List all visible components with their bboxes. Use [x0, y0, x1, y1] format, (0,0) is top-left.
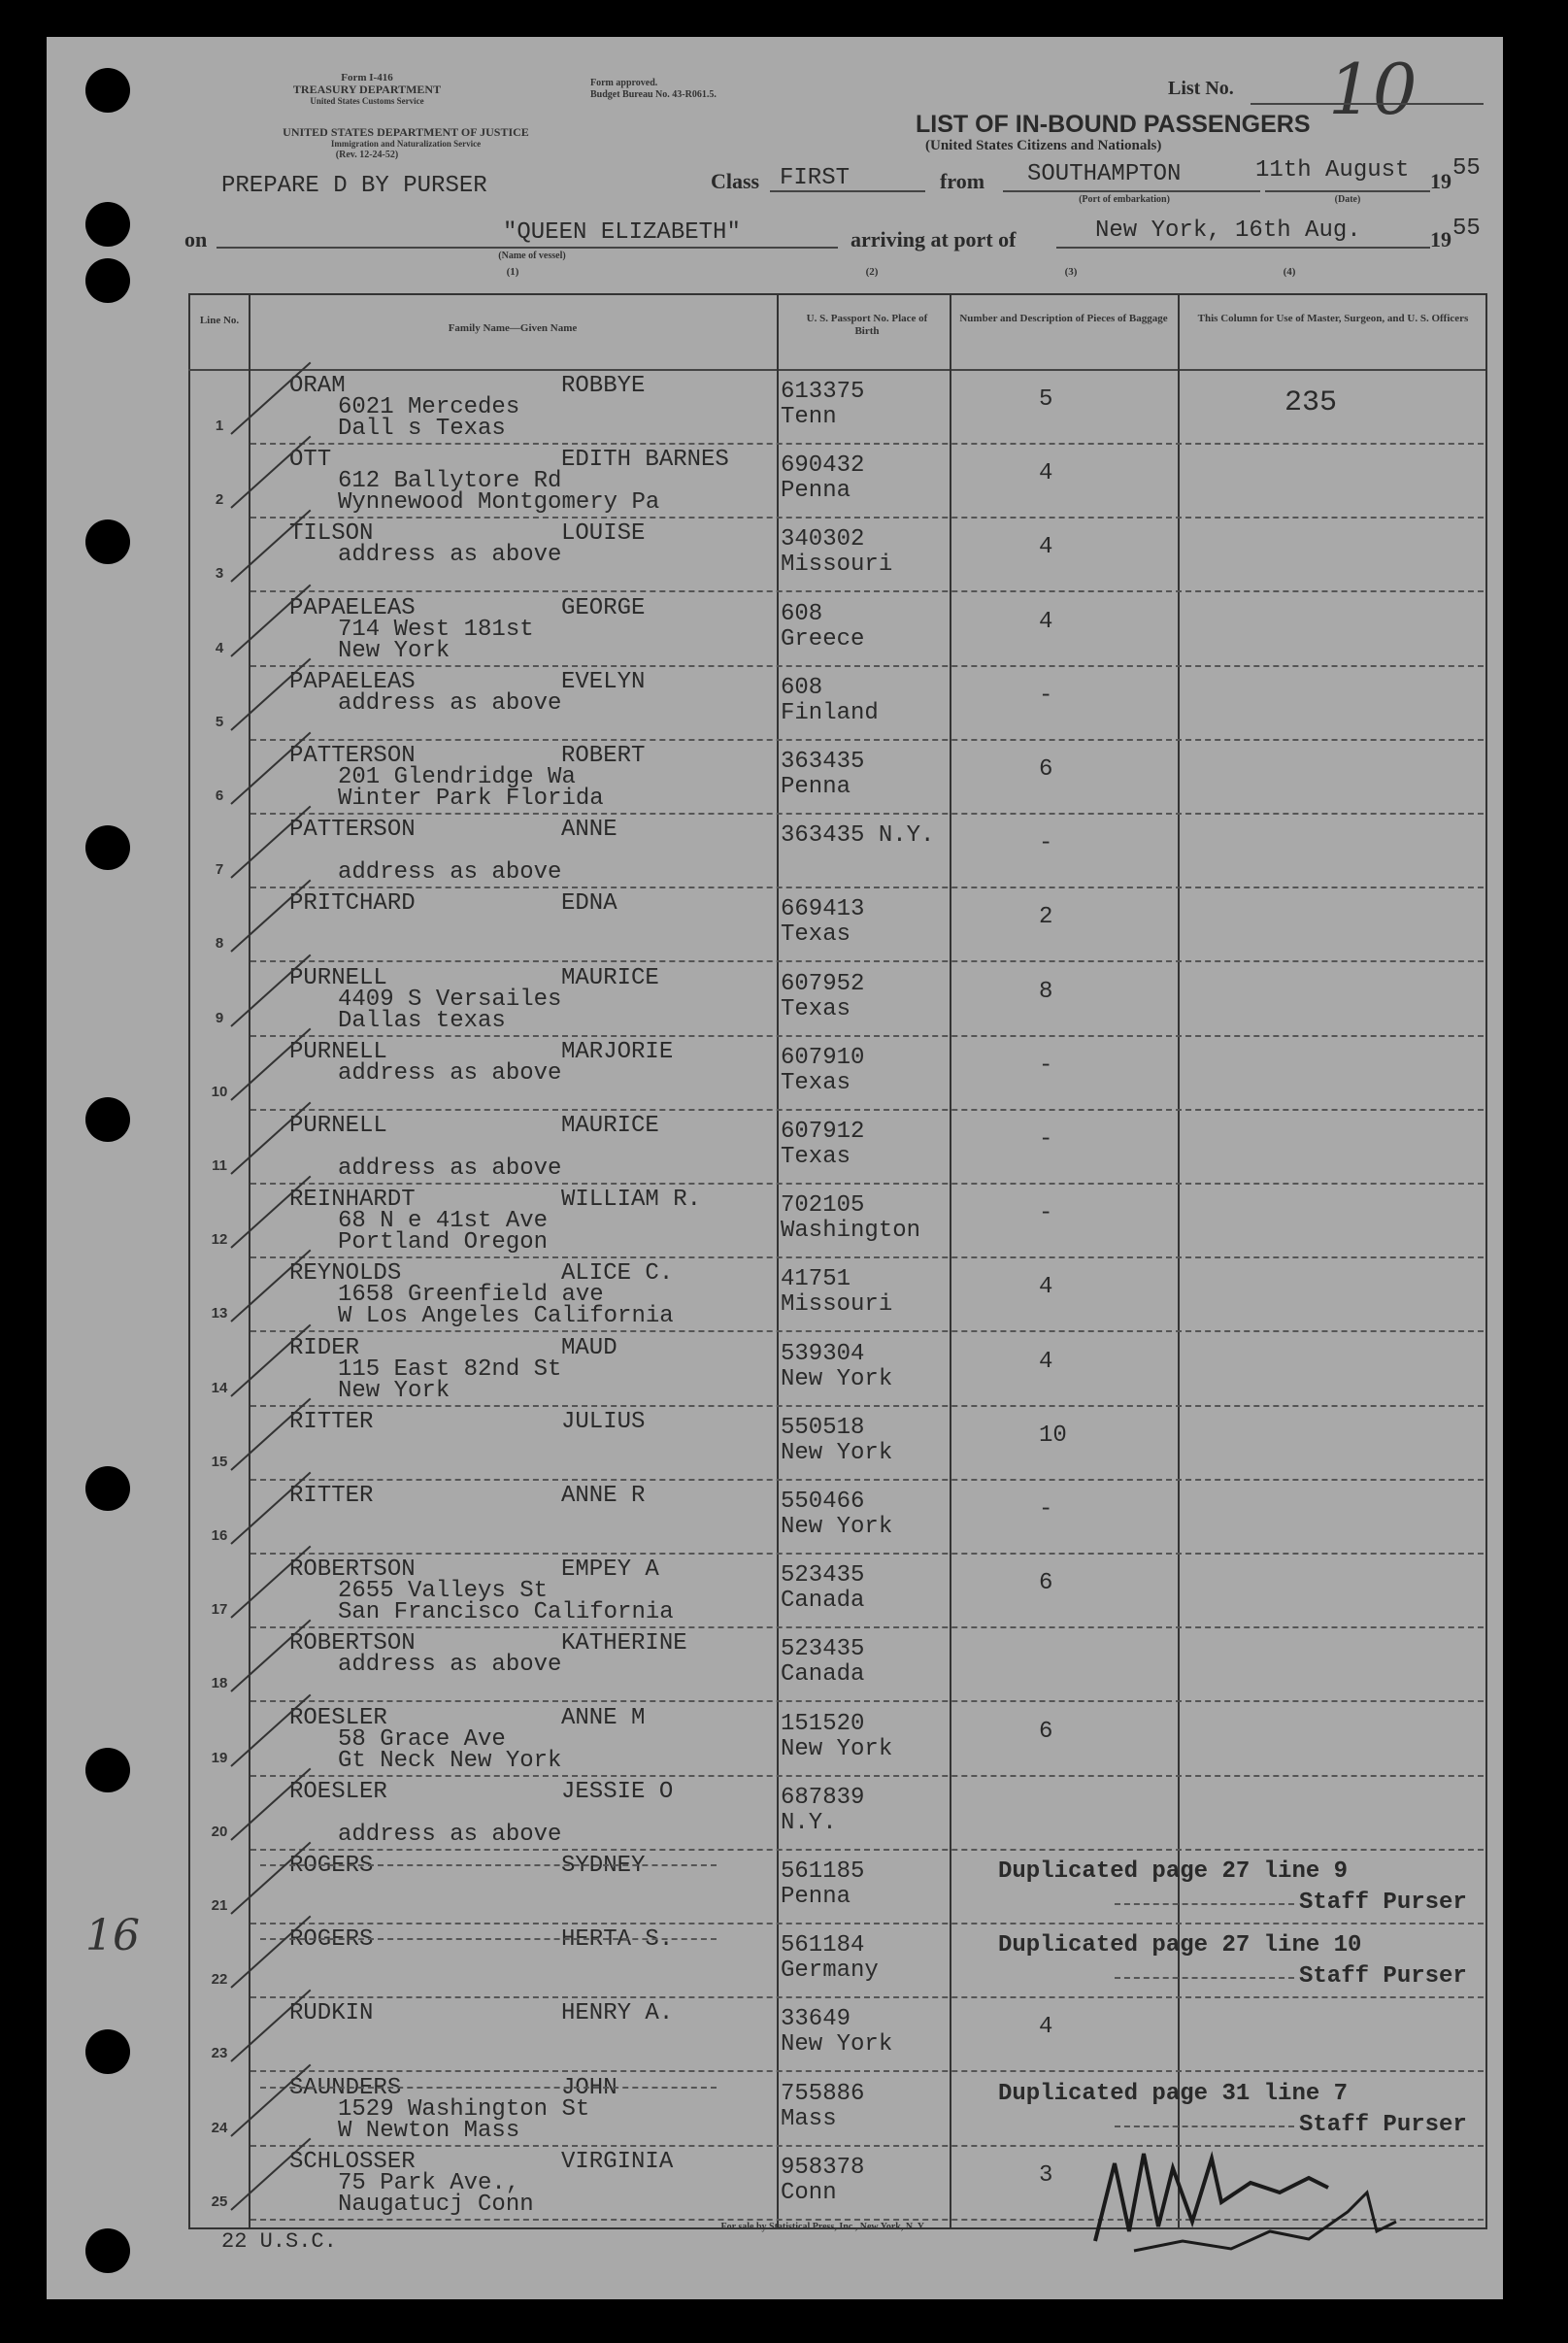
passport-number: 613375 [781, 379, 865, 405]
passport-number: 669413 [781, 896, 865, 923]
arriving-label: arriving at port of [851, 227, 1017, 251]
row-divider [250, 1479, 1484, 1481]
binder-hole [85, 1097, 130, 1142]
binder-hole [85, 519, 130, 564]
vessel-value: "QUEEN ELIZABETH" [503, 219, 741, 246]
address-line-2: San Francisco California [338, 1599, 674, 1626]
col-num-4: (4) [1283, 266, 1296, 278]
passport-number: 363435 [781, 749, 865, 775]
line-number: 21 [211, 1897, 228, 1914]
given-name: VIRGINIA [561, 2148, 674, 2175]
family-name: TILSON [289, 520, 374, 548]
given-name: LOUISE [561, 520, 646, 548]
binder-hole [85, 258, 130, 303]
line-number: 2 [215, 491, 224, 509]
address-line-1: 612 Ballytore Rd [338, 468, 562, 495]
given-name: MAURICE [561, 964, 659, 991]
given-name: MAURICE [561, 1113, 659, 1139]
list-no-line [1251, 103, 1484, 105]
row-divider [250, 2070, 1484, 2072]
place-of-birth: New York [781, 1735, 893, 1762]
given-name: ANNE M [561, 1704, 646, 1731]
passport-number: 607910 [781, 1044, 865, 1071]
family-name: OTT [289, 447, 332, 474]
baggage-count: 4 [1039, 1348, 1053, 1375]
passport-number: 607912 [781, 1119, 865, 1145]
given-name: HENRY A. [561, 2000, 674, 2027]
address-line-2: Gt Neck New York [338, 1747, 562, 1774]
binder-hole [85, 2228, 130, 2273]
place-of-birth: Texas [781, 995, 851, 1022]
place-of-birth: New York [781, 1439, 893, 1466]
dept2: UNITED STATES DEPARTMENT OF JUSTICE [283, 125, 529, 139]
family-name: ROBERTSON [289, 1556, 416, 1584]
port-value: SOUTHAMPTON [1027, 161, 1182, 187]
footer-usc: 22 U.S.C. [221, 2229, 337, 2254]
year-prefix: 19 [1430, 169, 1451, 193]
line-number: 10 [211, 1083, 228, 1100]
address-line-1: 201 Glendridge Wa [338, 764, 576, 790]
family-name: PAPAELEAS [289, 594, 416, 621]
family-name: ROESLER [289, 1778, 387, 1805]
family-name: PATTERSON [289, 817, 416, 844]
prepared-by: PREPARE D BY PURSER [221, 173, 487, 199]
baggage-count: 6 [1039, 1718, 1053, 1745]
place-of-birth: Missouri [781, 1291, 893, 1319]
line-number: 17 [211, 1601, 228, 1619]
given-name: ROBBYE [561, 373, 646, 399]
arrival-line [1056, 247, 1430, 249]
line-number: 16 [211, 1527, 228, 1544]
passport-number: 608 [781, 674, 823, 701]
col-header-passport: U. S. Passport No. Place of Birth [806, 313, 928, 337]
family-name: PURNELL [289, 1038, 387, 1065]
date-line [1265, 190, 1430, 192]
staff-purser: Staff Purser [1299, 1890, 1467, 1916]
passport-number: 550466 [781, 1489, 865, 1515]
baggage-count: 3 [1039, 2161, 1053, 2189]
address-line-2: address as above [338, 1155, 562, 1182]
col-header-officers: This Column for Use of Master, Surgeon, and U. S. Officers [1197, 313, 1469, 324]
row-divider [250, 887, 1484, 888]
address-line-1: 58 Grace Ave [338, 1725, 506, 1753]
place-of-birth: Penna [781, 1884, 851, 1910]
place-of-birth: Mass [781, 2105, 837, 2132]
row-divider [250, 1553, 1484, 1555]
place-of-birth: Greece [781, 625, 865, 653]
baggage-count: - [1039, 682, 1053, 709]
given-name: ANNE [561, 817, 617, 844]
passport-number: 702105 [781, 1192, 865, 1220]
baggage-count: - [1039, 1052, 1053, 1079]
address-line-2: Dall s Texas [338, 416, 506, 442]
given-name: WILLIAM R. [561, 1187, 702, 1214]
row-divider [250, 813, 1484, 815]
duplicated-note: Duplicated page 27 line 10 [998, 1932, 1362, 1959]
family-name: ROESLER [289, 1704, 387, 1731]
passport-number: 561185 [781, 1858, 865, 1885]
row-divider [250, 1109, 1484, 1111]
family-name: RIDER [289, 1334, 360, 1361]
row-divider [250, 1923, 1484, 1925]
line-number: 11 [212, 1157, 227, 1174]
row-divider [250, 1183, 1484, 1185]
address-line-1: address as above [338, 1652, 562, 1679]
duplicated-note: Duplicated page 31 line 7 [998, 2080, 1349, 2107]
col-divider-3 [950, 293, 951, 2227]
given-name: ALICE C. [561, 1260, 674, 1288]
row-divider [250, 590, 1484, 592]
line-number: 5 [215, 713, 224, 730]
passport-number: 151520 [781, 1710, 865, 1737]
official-signature [1076, 2125, 1445, 2260]
line-number: 20 [211, 1823, 228, 1840]
col-header-line: Line No. [199, 315, 240, 326]
arrival-year-prefix: 19 [1430, 227, 1451, 251]
passport-number: 755886 [781, 2080, 865, 2107]
row-divider [250, 1330, 1484, 1332]
col-num-2: (2) [865, 266, 879, 278]
place-of-birth: New York [781, 1514, 893, 1540]
row-divider [250, 1996, 1484, 1998]
passport-number: 523435 [781, 1636, 865, 1663]
passport-number: 690432 [781, 452, 865, 480]
address-line-1: 1529 Washington St [338, 2095, 590, 2123]
baggage-count: - [1039, 830, 1053, 857]
baggage-count: 4 [1039, 460, 1053, 487]
col-num-3: (3) [1064, 266, 1078, 278]
binder-hole [85, 1748, 130, 1792]
passport-number: 33649 [781, 2006, 851, 2033]
footer-sale: For sale by Statistical Press, Inc., New York, N. Y. [720, 2222, 926, 2232]
family-name: PRITCHARD [289, 890, 416, 918]
given-name: MARJORIE [561, 1038, 674, 1065]
family-name: ROGERS [289, 1926, 374, 1954]
family-name: SAUNDERS [289, 2074, 402, 2101]
family-name: ROBERTSON [289, 1630, 416, 1657]
col-header-name: Family Name—Given Name [448, 322, 578, 334]
place-of-birth: Conn [781, 2179, 837, 2206]
line-number: 14 [211, 1379, 228, 1396]
line-number: 19 [211, 1749, 228, 1766]
line-number: 7 [215, 861, 224, 879]
place-of-birth: New York [781, 1365, 893, 1392]
row-divider [250, 665, 1484, 667]
place-of-birth: Germany [781, 1958, 879, 1985]
passport-number: 41751 [781, 1266, 851, 1293]
dept2-sub: Immigration and Naturalization Service [330, 139, 482, 149]
class-value: FIRST [780, 165, 851, 191]
row-divider [250, 443, 1484, 445]
address-line-2: Naugatucj Conn [338, 2191, 534, 2218]
baggage-count: 8 [1039, 978, 1053, 1005]
port-line [1003, 190, 1260, 192]
line-number: 15 [211, 1453, 228, 1470]
given-name: ROBERT [561, 743, 646, 769]
baggage-count: - [1039, 1200, 1053, 1227]
address-line-2: New York [338, 637, 450, 664]
row-divider [250, 739, 1484, 741]
line-number: 9 [215, 1009, 224, 1026]
place-of-birth: Washington [781, 1218, 921, 1245]
address-line-1: address as above [338, 1059, 562, 1087]
address-line-1: address as above [338, 689, 562, 717]
binder-hole [85, 1466, 130, 1511]
col-divider-2 [777, 293, 779, 2227]
rev: (Rev. 12-24-52) [335, 150, 399, 160]
given-name: SYDNEY [561, 1853, 646, 1879]
address-line-1: 115 East 82nd St [338, 1356, 562, 1383]
baggage-count: 10 [1039, 1422, 1067, 1449]
address-line-2: W Newton Mass [338, 2117, 520, 2144]
given-name: EVELYN [561, 668, 646, 695]
address-line-1: 1658 Greenfield ave [338, 1282, 604, 1309]
form-number: Form I-416 [341, 72, 393, 84]
strike-through [260, 1938, 717, 1940]
list-subtitle: (United States Citizens and Nationals) [925, 138, 1162, 153]
purser-signature-line [1115, 1977, 1294, 1979]
row-divider [250, 1626, 1484, 1628]
row-divider [250, 1775, 1484, 1777]
address-line-1: 6021 Mercedes [338, 394, 520, 420]
given-name: EDITH BARNES [561, 447, 729, 474]
binder-hole [85, 825, 130, 870]
staff-purser: Staff Purser [1299, 1963, 1467, 1991]
vessel-line [217, 247, 838, 249]
place-of-birth: Finland [781, 699, 879, 726]
address-line-2: Wynnewood Montgomery Pa [338, 489, 660, 517]
baggage-count: 4 [1039, 2014, 1053, 2041]
given-name: EMPEY A [561, 1556, 659, 1584]
list-title: LIST OF IN-BOUND PASSENGERS [916, 111, 1311, 138]
line-number: 3 [215, 565, 224, 583]
line-number: 18 [211, 1675, 228, 1692]
vessel-caption: (Name of vessel) [498, 251, 566, 261]
form-approved: Form approved. [590, 78, 658, 88]
family-name: RITTER [289, 1408, 374, 1435]
line-number: 4 [215, 639, 224, 656]
baggage-count: 6 [1039, 756, 1053, 783]
list-number: 10 [1328, 49, 1418, 130]
address-line-2: Portland Oregon [338, 1229, 549, 1256]
class-label: Class [711, 169, 760, 193]
passport-number: 363435 N.Y. [781, 822, 935, 850]
col-num-1: (1) [506, 266, 519, 278]
given-name: MAUD [561, 1334, 617, 1361]
arrival-year: 55 [1452, 216, 1481, 242]
margin-note: 16 [85, 1911, 140, 1960]
class-line [770, 190, 925, 192]
given-name: GEORGE [561, 594, 646, 621]
given-name: ANNE R [561, 1483, 646, 1509]
place-of-birth: Texas [781, 1144, 851, 1170]
passport-number: 561184 [781, 1932, 865, 1959]
family-name: REYNOLDS [289, 1260, 402, 1288]
given-name: JULIUS [561, 1408, 646, 1435]
baggage-count: 4 [1039, 608, 1053, 635]
address-line-1: 68 N e 41st Ave [338, 1208, 549, 1235]
strike-through [260, 1864, 717, 1866]
family-name: ROGERS [289, 1853, 374, 1879]
staff-purser: Staff Purser [1299, 2111, 1467, 2138]
family-name: PURNELL [289, 1113, 387, 1139]
date-value: 11th August [1255, 157, 1410, 184]
baggage-count: 5 [1039, 386, 1053, 413]
line-number: 12 [211, 1231, 228, 1249]
place-of-birth: N.Y. [781, 1809, 837, 1836]
row-divider [250, 1035, 1484, 1037]
given-name: JOHN [561, 2074, 617, 2101]
passport-number: 608 [781, 600, 823, 627]
col-divider-1 [249, 293, 250, 2227]
place-of-birth: Missouri [781, 552, 893, 579]
family-name: PAPAELEAS [289, 668, 416, 695]
given-name: HERTA S. [561, 1926, 674, 1954]
baggage-count: - [1039, 1126, 1053, 1153]
dept1-sub: United States Customs Service [310, 96, 424, 106]
address-line-2: address as above [338, 1821, 562, 1848]
place-of-birth: Penna [781, 478, 851, 505]
given-name: JESSIE O [561, 1778, 674, 1805]
list-no-label: List No. [1168, 78, 1234, 99]
line-number: 13 [211, 1305, 228, 1322]
address-line-1: address as above [338, 542, 562, 569]
binder-hole [85, 202, 130, 247]
line-number: 8 [215, 935, 224, 953]
passport-number: 958378 [781, 2154, 865, 2181]
family-name: PURNELL [289, 964, 387, 991]
row-divider [250, 1405, 1484, 1407]
address-line-2: Dallas texas [338, 1007, 506, 1034]
line-number: 23 [211, 2045, 228, 2062]
address-line-2: W Los Angeles California [338, 1303, 674, 1330]
place-of-birth: Canada [781, 1661, 865, 1689]
address-line-1: 2655 Valleys St [338, 1578, 549, 1605]
header-bottom-rule [188, 369, 1485, 371]
date-caption: (Date) [1334, 194, 1361, 205]
baggage-count: 4 [1039, 1274, 1053, 1301]
passport-number: 687839 [781, 1784, 865, 1811]
arrival-value: New York, 16th Aug. [1095, 218, 1361, 244]
place-of-birth: Penna [781, 774, 851, 800]
passport-number: 607952 [781, 970, 865, 997]
place-of-birth: Tenn [781, 404, 837, 430]
line-number: 22 [211, 1971, 228, 1989]
year-value: 55 [1452, 155, 1481, 182]
place-of-birth: New York [781, 2031, 893, 2058]
line-number: 24 [211, 2119, 228, 2136]
address-line-1: 75 Park Ave., [338, 2169, 520, 2196]
purser-signature-line [1115, 1903, 1294, 1905]
binder-hole [85, 68, 130, 113]
budget-no: Budget Bureau No. 43-R061.5. [590, 89, 717, 100]
row-divider [250, 517, 1484, 519]
address-line-2: Winter Park Florida [338, 786, 604, 812]
baggage-count: 2 [1039, 904, 1053, 931]
row-divider [250, 1700, 1484, 1702]
place-of-birth: Canada [781, 1588, 865, 1615]
form-page [47, 37, 1503, 2299]
passport-number: 550518 [781, 1414, 865, 1441]
address-line-2: New York [338, 1377, 450, 1404]
baggage-count: 6 [1039, 1570, 1053, 1597]
line-number: 6 [215, 787, 224, 804]
given-name: EDNA [561, 890, 617, 918]
family-name: PATTERSON [289, 743, 416, 769]
line-number: 1 [215, 418, 224, 434]
address-line-1: 4409 S Versailes [338, 986, 562, 1013]
dept1: TREASURY DEPARTMENT [292, 83, 442, 96]
passport-number: 539304 [781, 1340, 865, 1367]
passport-number: 340302 [781, 526, 865, 553]
line-number: 25 [211, 2192, 228, 2210]
row-divider [250, 960, 1484, 962]
duplicated-note: Duplicated page 27 line 9 [998, 1858, 1349, 1885]
from-label: from [940, 169, 985, 193]
baggage-count: - [1039, 1496, 1053, 1523]
address-line-2: address as above [338, 859, 562, 887]
binder-hole [85, 2029, 130, 2074]
family-name: SCHLOSSER [289, 2148, 416, 2175]
row-divider [250, 1256, 1484, 1258]
place-of-birth: Texas [781, 1069, 851, 1096]
col-header-baggage: Number and Description of Pieces of Baggage [959, 313, 1168, 324]
family-name: REINHARDT [289, 1187, 416, 1214]
row-divider [250, 1849, 1484, 1851]
family-name: RUDKIN [289, 2000, 374, 2027]
on-label: on [184, 227, 208, 251]
passport-number: 523435 [781, 1562, 865, 1590]
family-name: ORAM [289, 373, 346, 399]
given-name: KATHERINE [561, 1630, 687, 1657]
baggage-count: 4 [1039, 534, 1053, 561]
address-line-1: 714 West 181st [338, 616, 534, 643]
place-of-birth: Texas [781, 921, 851, 949]
strike-through [260, 2087, 717, 2089]
port-caption: (Port of embarkation) [1079, 194, 1170, 205]
family-name: RITTER [289, 1483, 374, 1509]
officer-note: 235 [1284, 386, 1338, 419]
